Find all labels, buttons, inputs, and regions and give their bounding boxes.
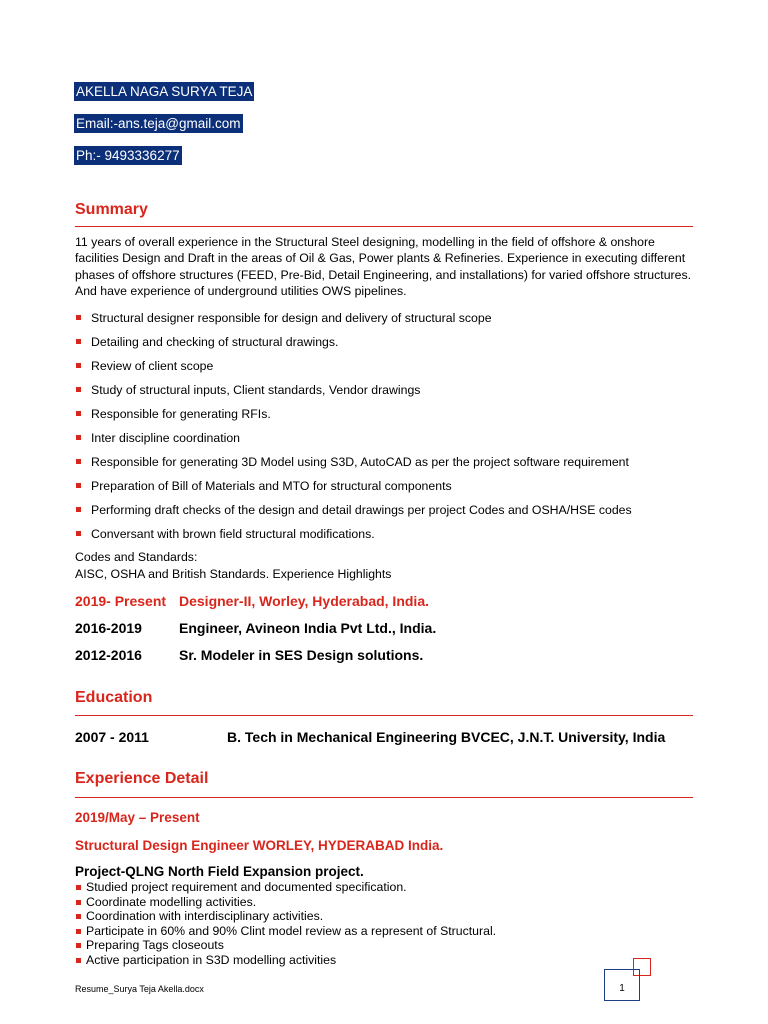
bullet-square-icon bbox=[76, 411, 81, 416]
list-item: Review of client scope bbox=[75, 358, 715, 382]
list-item: Active participation in S3D modelling activities bbox=[75, 953, 496, 968]
experience-detail-rule bbox=[75, 797, 693, 798]
summary-paragraph: 11 years of overall experience in the Structural Steel designing, modelling in the field of offshore & onshore facilities Design and Draft in the areas of Oil & Gas, Power plants & Refineries. Experience in executing different phases of offshore structures (FEED, Pre-Bid, Detail Engineering, and installations) for varied offshore structures. And have experience of underground utilities OWS pipelines. bbox=[75, 235, 692, 299]
list-item: Performing draft checks of the design and detail drawings per project Codes and OSHA/HSE codes bbox=[75, 502, 715, 526]
list-item: Structural designer responsible for design and delivery of structural scope bbox=[75, 310, 715, 334]
list-item: Inter discipline coordination bbox=[75, 430, 715, 454]
experience-role: Engineer, Avineon India Pvt Ltd., India. bbox=[179, 620, 437, 636]
experience-years: 2019- Present bbox=[75, 593, 167, 609]
codes-label: Codes and Standards: bbox=[75, 550, 198, 564]
bullet-square-icon bbox=[76, 387, 81, 392]
list-item: Detailing and checking of structural drawings. bbox=[75, 334, 715, 358]
bullet-square-icon bbox=[76, 929, 81, 934]
experience-role: Designer-II, Worley, Hyderabad, India. bbox=[179, 593, 429, 609]
project-title: Project-QLNG North Field Expansion project. bbox=[75, 864, 364, 879]
list-item: Participate in 60% and 90% Clint model review as a represent of Structural. bbox=[75, 924, 496, 939]
list-item: Responsible for generating RFIs. bbox=[75, 406, 715, 430]
list-item: Coordination with interdisciplinary activities. bbox=[75, 909, 496, 924]
experience-row bbox=[75, 593, 429, 609]
list-item: Study of structural inputs, Client standards, Vendor drawings bbox=[75, 382, 715, 406]
bullet-square-icon bbox=[76, 339, 81, 344]
list-item: Coordinate modelling activities. bbox=[75, 895, 496, 910]
summary-bullet-list bbox=[75, 310, 715, 550]
project-bullet-list bbox=[75, 880, 496, 967]
page-number: 1 bbox=[604, 969, 640, 1001]
experience-role: Sr. Modeler in SES Design solutions. bbox=[179, 647, 424, 663]
bullet-square-icon bbox=[76, 363, 81, 368]
experience-row bbox=[75, 620, 436, 636]
education-degree: B. Tech in Mechanical Engineering BVCEC, J.N.T. University, India bbox=[227, 729, 666, 745]
bullet-square-icon bbox=[76, 943, 81, 948]
summary-rule bbox=[75, 226, 693, 227]
list-item: Preparation of Bill of Materials and MTO for structural components bbox=[75, 478, 715, 502]
footer-filename: Resume_Surya Teja Akella.docx bbox=[75, 984, 204, 994]
list-item: Studied project requirement and documented specification. bbox=[75, 880, 496, 895]
bullet-square-icon bbox=[76, 507, 81, 512]
bullet-square-icon bbox=[76, 315, 81, 320]
experience-years: 2012-2016 bbox=[75, 647, 142, 663]
bullet-square-icon bbox=[76, 483, 81, 488]
education-years: 2007 - 2011 bbox=[75, 729, 149, 745]
detail-period: 2019/May – Present bbox=[75, 810, 200, 825]
codes-text: AISC, OSHA and British Standards. Experience Highlights bbox=[75, 567, 392, 581]
phone-line: Ph:- 9493336277 bbox=[76, 148, 180, 163]
candidate-name: AKELLA NAGA SURYA TEJA bbox=[76, 84, 253, 99]
education-heading: Education bbox=[75, 689, 153, 706]
bullet-square-icon bbox=[76, 459, 81, 464]
experience-years: 2016-2019 bbox=[75, 620, 142, 636]
bullet-square-icon bbox=[76, 900, 81, 905]
bullet-square-icon bbox=[76, 958, 81, 963]
experience-row bbox=[75, 647, 423, 663]
experience-detail-heading: Experience Detail bbox=[75, 770, 209, 787]
list-item: Preparing Tags closeouts bbox=[75, 938, 496, 953]
codes-and-standards bbox=[75, 549, 391, 583]
bullet-square-icon bbox=[76, 435, 81, 440]
bullet-square-icon bbox=[76, 885, 81, 890]
bullet-square-icon bbox=[76, 914, 81, 919]
list-item: Responsible for generating 3D Model using S3D, AutoCAD as per the project software requirement bbox=[75, 454, 715, 478]
email-line: Email:-ans.teja@gmail.com bbox=[76, 116, 241, 131]
list-item: Conversant with brown field structural modifications. bbox=[75, 526, 715, 550]
detail-position: Structural Design Engineer WORLEY, HYDERABAD India. bbox=[75, 838, 444, 853]
education-rule bbox=[75, 715, 693, 716]
bullet-square-icon bbox=[76, 531, 81, 536]
education-row bbox=[75, 729, 665, 745]
summary-heading: Summary bbox=[75, 201, 148, 218]
